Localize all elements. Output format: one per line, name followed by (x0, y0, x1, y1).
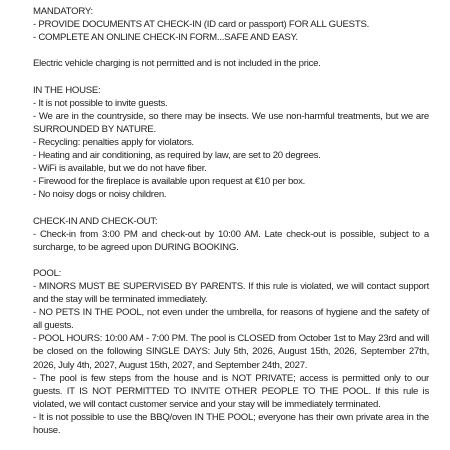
rule-line: - No noisy dogs or noisy children. (33, 189, 167, 201)
rule-line: - We are in the countryside, so there may be insects. We use non-harmful treatments, but we are SURROUNDED BY NATURE. (33, 110, 429, 135)
section-heading: POOL: (33, 267, 62, 279)
section-check-in-out (33, 215, 429, 254)
rule-line: - It is not possible to use the BBQ/oven IN THE POOL; everyone has their own private area in the house. (33, 411, 429, 436)
section-ev-charging (33, 57, 429, 70)
rule-line: - MINORS MUST BE SUPERVISED BY PARENTS. If this rule is violated, we will contact support and the stay will be terminated immediately. (33, 280, 429, 306)
rule-line: - Heating and air conditioning, as required by law, are set to 20 degrees. (33, 150, 321, 162)
rule-line: - WiFi is available, but we do not have fiber. (33, 163, 207, 175)
rule-line: - Recycling: penalties apply for violators. (33, 136, 194, 148)
rule-line: - COMPLETE AN ONLINE CHECK-IN FORM...SAFE AND EASY. (33, 32, 298, 44)
rule-line: - PROVIDE DOCUMENTS AT CHECK-IN (ID card or passport) FOR ALL GUESTS. (33, 19, 370, 31)
section-heading: MANDATORY: (33, 6, 93, 17)
rule-line: - Check-in from 3:00 PM and check-out by 10:00 AM. Late check-out is possible, subject to a surcharge, to be agreed upon DURING BOOKING. (33, 228, 429, 253)
rule-line: - The pool is few steps from the house and is NOT PRIVATE; access is permitted only to our guests. IT IS NOT PERMITTED TO INVITE OTHER PEOPLE TO THE POOL. If this rule is violated, we will contact customer service and your stay will be immediately terminated. (33, 372, 429, 410)
section-heading: CHECK-IN AND CHECK-OUT: (33, 215, 158, 227)
section-pool (33, 267, 429, 437)
section-in-the-house (33, 84, 429, 202)
rule-line: - Firewood for the fireplace is available upon request at €10 per box. (33, 176, 306, 188)
section-mandatory (33, 5, 429, 44)
rule-line: - It is not possible to invite guests. (33, 97, 168, 109)
section-heading: IN THE HOUSE: (33, 84, 101, 96)
rule-line: Electric vehicle charging is not permitted and is not included in the price. (33, 58, 321, 70)
rule-line: - POOL HOURS: 10:00 AM - 7:00 PM. The pool is CLOSED from October 1st to May 23rd and will be closed on the following SINGLE DAYS: July 5th, 2026, August 15th, 2026, September 27th, 2026, July 4th, 2027, August 15th, 2027, and September 24th, 2027. (33, 333, 429, 371)
rule-line: - NO PETS IN THE POOL, not even under the umbrella, for reasons of hygiene and the safety of all guests. (33, 307, 429, 332)
house-rules-document (33, 5, 429, 450)
